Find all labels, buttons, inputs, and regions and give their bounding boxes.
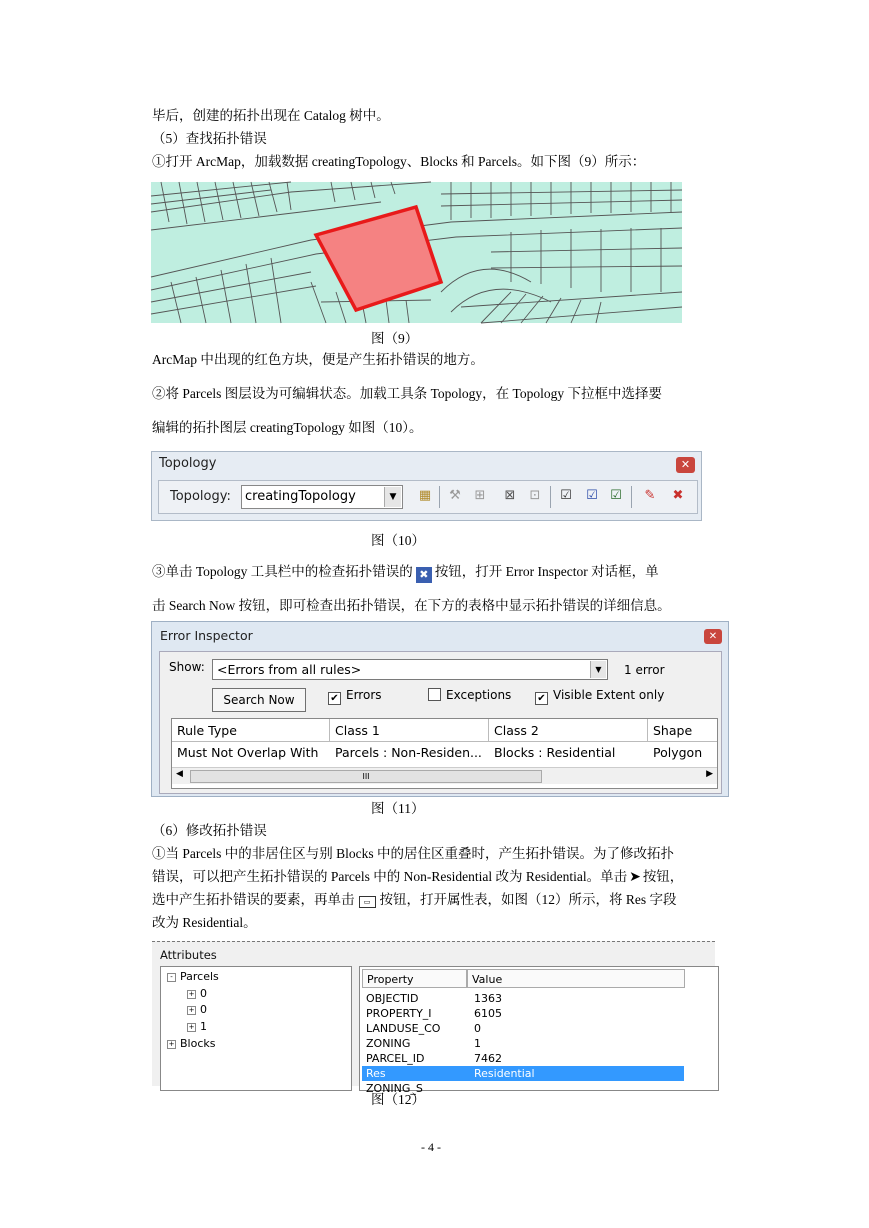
expand-icon[interactable]: +	[188, 990, 195, 998]
close-icon[interactable]: ✕	[704, 629, 722, 644]
topology-dropdown[interactable]	[241, 485, 403, 509]
expand-icon[interactable]: +	[168, 1040, 175, 1048]
edge-icon[interactable]: ⊞	[474, 488, 486, 503]
validate-area-icon[interactable]: ☑	[560, 488, 572, 503]
topology-label: Topology:	[170, 489, 231, 504]
attributes-table-icon: ▭	[359, 896, 376, 908]
tree-node-label: 0	[200, 987, 207, 1000]
checkbox-unchecked-icon[interactable]	[428, 688, 441, 701]
visible-extent-label: Visible Extent only	[553, 688, 665, 702]
tree-node[interactable]	[187, 987, 207, 1000]
figure-caption: 图（12）	[371, 1092, 425, 1107]
property-value: 1	[474, 1037, 481, 1050]
para-line: ①当 Parcels 中的非居住区与别 Blocks 中的居住区重叠时，产生拓扑错误。为了修改拓扑	[152, 846, 674, 861]
dialog-title: Error Inspector	[160, 628, 253, 643]
checkbox-checked-icon[interactable]: ✔	[535, 692, 548, 705]
dialog-panel	[159, 651, 722, 794]
para-text: 按钮，打开 Error Inspector 对话框，单	[434, 564, 659, 579]
para-text: 按钮，	[642, 869, 684, 884]
search-now-button[interactable]: Search Now	[212, 688, 306, 712]
exceptions-checkbox[interactable]	[428, 688, 511, 702]
fix-tool-icon[interactable]: ✎	[644, 488, 656, 503]
property-name: ZONING	[366, 1037, 411, 1050]
topology-dropdown-value: creatingTopology	[245, 489, 356, 504]
column-header[interactable]: Value	[467, 969, 685, 988]
expand-icon[interactable]: +	[188, 1023, 195, 1031]
select-arrow-icon: ➤	[629, 870, 641, 885]
error-inspector-icon[interactable]: ✖	[672, 488, 684, 503]
property-name: Res	[366, 1067, 386, 1080]
property-value: 0	[474, 1022, 481, 1035]
toolbar-body	[158, 480, 698, 514]
divider	[550, 486, 551, 508]
property-name: LANDUSE_CO	[366, 1022, 441, 1035]
divider	[439, 486, 440, 508]
node-icon[interactable]: ⊡	[529, 488, 541, 503]
table-cell: Blocks : Residential	[494, 745, 616, 760]
figure-caption: 图（9）	[371, 331, 419, 346]
error-inspector-icon: ✖	[416, 567, 432, 583]
errors-label: Errors	[346, 688, 382, 702]
property-row[interactable]	[362, 991, 684, 1006]
para-text: 选中产生拓扑错误的要素，再单击	[152, 892, 355, 907]
para-text: ③单击 Topology 工具栏中的检查拓扑错误的	[152, 564, 413, 579]
feature-tree	[160, 966, 352, 1091]
shared-features-icon[interactable]: ⊠	[504, 488, 516, 503]
column-header[interactable]: Shape	[648, 719, 717, 742]
parcel-map	[151, 182, 682, 323]
para-text: 按钮，打开属性表，如图（12）所示，将 Res 字段	[379, 892, 677, 907]
table-cell: Parcels : Non-Residen...	[335, 745, 482, 760]
para-text: 错误，可以把产生拓扑错误的 Parcels 中的 Non-Residential 改为 Residential。单击	[152, 869, 628, 884]
column-header[interactable]: Rule Type	[172, 719, 330, 742]
scroll-left-icon[interactable]: ◀	[176, 769, 183, 779]
collapse-icon[interactable]: -	[167, 973, 176, 982]
tree-node-label: Parcels	[180, 970, 219, 983]
validate-extent-icon[interactable]: ☑	[586, 488, 598, 503]
para-line: 编辑的拓扑图层 creatingTopology 如图（10）。	[152, 420, 423, 435]
tree-node-label: 1	[200, 1020, 207, 1033]
para-line: 击 Search Now 按钮，即可检查出拓扑错误，在下方的表格中显示拓扑错误的详细信息。	[152, 598, 671, 613]
tree-node-label: 0	[200, 1003, 207, 1016]
property-value: 6105	[474, 1007, 502, 1020]
errors-table	[171, 718, 718, 789]
expand-icon[interactable]: +	[188, 1006, 195, 1014]
close-icon[interactable]: ✕	[676, 457, 695, 473]
property-value[interactable]: Residential	[474, 1067, 535, 1080]
table-cell: Polygon	[653, 745, 703, 760]
property-value: 7462	[474, 1052, 502, 1065]
property-grid	[359, 966, 719, 1095]
column-header[interactable]: Class 2	[489, 719, 648, 742]
show-dropdown[interactable]	[212, 659, 608, 680]
property-row[interactable]	[362, 1006, 684, 1021]
edit-topology-icon[interactable]: ⚒	[449, 488, 461, 503]
para-line	[152, 891, 677, 909]
exceptions-label: Exceptions	[446, 688, 512, 702]
validate-topology-icon[interactable]: ☑	[610, 488, 622, 503]
window-title: Attributes	[160, 948, 217, 962]
show-dropdown-value: <Errors from all rules>	[217, 662, 362, 677]
horizontal-scrollbar[interactable]	[172, 767, 717, 784]
property-value: 1363	[474, 992, 502, 1005]
para-line: 改为 Residential。	[152, 915, 257, 930]
page-number: - 4 -	[421, 1140, 441, 1154]
property-name: PROPERTY_I	[366, 1007, 432, 1020]
topology-toolbar	[151, 451, 702, 521]
figure-caption: 图（11）	[371, 801, 425, 816]
para-line: 毕后，创建的拓扑出现在 Catalog 树中。	[152, 108, 390, 123]
property-name: ZONING_S	[366, 1082, 423, 1095]
tree-node-label: Blocks	[180, 1037, 216, 1050]
scrollbar-thumb[interactable]: III	[190, 770, 542, 783]
error-count: 1 error	[624, 663, 665, 677]
property-row[interactable]	[362, 1051, 684, 1066]
property-name: PARCEL_ID	[366, 1052, 425, 1065]
figure-caption: 图（10）	[371, 533, 425, 548]
chevron-down-icon[interactable]: ▼	[384, 487, 401, 507]
errors-checkbox[interactable]	[328, 688, 382, 705]
show-label: Show:	[169, 660, 205, 674]
column-header[interactable]: Property	[362, 969, 467, 988]
tree-node[interactable]	[187, 1003, 207, 1016]
para-line	[152, 563, 659, 583]
para-line	[152, 868, 683, 887]
para-line: ②将 Parcels 图层设为可编辑状态。加载工具条 Topology，在 Topology 下拉框中选择要	[152, 386, 662, 401]
property-name: OBJECTID	[366, 992, 419, 1005]
divider	[631, 486, 632, 508]
checkbox-checked-icon[interactable]: ✔	[328, 692, 341, 705]
section-heading: （5）查找拓扑错误	[152, 131, 267, 146]
topology-select-icon[interactable]: ▦	[418, 488, 432, 503]
tree-node[interactable]	[187, 1020, 207, 1033]
para-line: ArcMap 中出现的红色方块，便是产生拓扑错误的地方。	[152, 352, 484, 367]
visible-extent-checkbox[interactable]	[535, 688, 664, 705]
attributes-window	[152, 941, 715, 1095]
tree-node-parcels[interactable]	[167, 970, 219, 983]
table-cell: Must Not Overlap With	[177, 745, 319, 760]
column-header[interactable]: Class 1	[330, 719, 489, 742]
property-row[interactable]	[362, 1036, 684, 1051]
property-row-selected[interactable]	[362, 1066, 684, 1081]
property-row[interactable]	[362, 1021, 684, 1036]
map-figure	[151, 182, 682, 323]
chevron-down-icon[interactable]: ▼	[590, 661, 606, 678]
para-line: ①打开 ArcMap，加载数据 creatingTopology、Blocks 和 Parcels。如下图（9）所示：	[152, 154, 646, 169]
tree-node-blocks[interactable]	[167, 1037, 215, 1050]
error-inspector-dialog	[151, 621, 729, 797]
toolbar-title: Topology	[159, 456, 217, 471]
section-heading: （6）修改拓扑错误	[152, 823, 267, 838]
scroll-right-icon[interactable]: ▶	[706, 769, 713, 779]
